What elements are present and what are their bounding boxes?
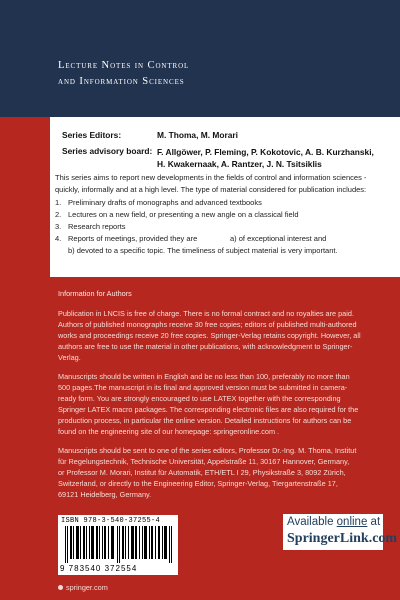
springerlink-badge[interactable] [283, 514, 398, 550]
list-item-text: Reports of meetings, provided they are [68, 234, 198, 243]
list-item [55, 197, 397, 209]
isbn-number: ISBN 978-3-540-37255-4 [61, 517, 161, 525]
series-title-line-2: and Information Sciences [58, 76, 185, 87]
paragraph-line: ready form. You are strongly encouraged to use LATEX together with the corresponding [58, 394, 341, 403]
paragraph-line: Authors of published monographs receive 30 free copies; editors of published multi-authored [58, 320, 357, 329]
series-header-band [0, 0, 400, 117]
available-online-text [287, 516, 380, 528]
paragraph-line: authors are free to use the material in other publications, with acknowledgment to Springer- [58, 342, 353, 351]
authors-heading: Information for Authors [58, 289, 132, 298]
material-types-list [55, 197, 397, 257]
authors-paragraph-submission [58, 445, 378, 500]
bullet-icon [58, 585, 63, 590]
isbn-barcode [58, 515, 178, 575]
list-item-option-a: a) of exceptional interest and [230, 234, 327, 243]
series-editors-value: M. Thoma, M. Morari [157, 130, 238, 140]
list-item-number: 4. [55, 234, 62, 243]
paragraph-line: Verlag. [58, 353, 81, 362]
paragraph-line: found on the engineering site of our homepage: springeronline.com . [58, 427, 280, 436]
paragraph-line: Manuscripts should be sent to one of the series editors, Professor Dr.-Ing. M. Thoma, Institut [58, 446, 357, 455]
paragraph-line: works and proceedings receive 20 free copies. Springer-Verlag retains copyright. However, all [58, 331, 361, 340]
publisher-url-text[interactable]: springer.com [66, 583, 108, 592]
authors-paragraph-publication [58, 308, 378, 363]
at-word: at [367, 516, 381, 528]
list-item-number: 3. [55, 222, 62, 231]
series-title [58, 58, 378, 90]
series-title-line-1: Lecture Notes in Control [58, 60, 190, 71]
list-item-number: 1. [55, 198, 62, 207]
list-item-number: 2. [55, 210, 62, 219]
advisory-board-line-1: F. Allgöwer, P. Fleming, P. Kokotovic, A. B. Kurzhanski, [157, 147, 374, 157]
list-item [55, 233, 397, 245]
barcode-bars [65, 526, 173, 563]
online-word: online [336, 516, 368, 528]
list-item-text: Research reports [68, 222, 126, 231]
paragraph-line: 500 pages.The manuscript in its final and approved version must be submitted in camera- [58, 383, 348, 392]
paragraph-line: production process, in particular the online version. Detailed instructions for authors can be [58, 416, 352, 425]
springerlink-brand[interactable]: SpringerLink.com [287, 531, 398, 546]
available-word: Available [287, 516, 337, 528]
paragraph-line: für Regelungstechnik, Technische Universität, Appelstraße 11, 30167 Hannover, Germany, [58, 457, 350, 466]
list-item-continuation: b) devoted to a specific topic. The timeliness of subject material is very important. [68, 246, 338, 255]
intro-line-2: quickly, informally and at a high level. The type of material considered for publication includes: [55, 185, 367, 194]
series-intro [55, 172, 397, 196]
series-info-block [50, 117, 400, 277]
advisory-board-value [157, 146, 374, 170]
authors-paragraph-manuscripts [58, 371, 378, 437]
intro-line-1: This series aims to report new developments in the fields of control and information sciences - [55, 173, 367, 182]
list-item-text: Preliminary drafts of monographs and advanced textbooks [68, 198, 262, 207]
advisory-board-row [62, 146, 374, 169]
list-item [55, 209, 397, 221]
list-item [55, 221, 397, 233]
series-editors-label: Series Editors: [62, 130, 122, 140]
list-item-text: Lectures on a new field, or presenting a new angle on a classical field [68, 210, 299, 219]
paragraph-line: Publication in LNCIS is free of charge. There is no formal contract and no royalties are paid. [58, 309, 354, 318]
paragraph-line: Manuscripts should be written in English and be no less than 100, preferably no more than [58, 372, 350, 381]
information-for-authors [58, 288, 378, 508]
advisory-board-label: Series advisory board: [62, 146, 153, 156]
barcode-digits: 9 783540 372554 [60, 564, 138, 573]
advisory-board-line-2: H. Kwakernaak, A. Rantzer, J. N. Tsitsiklis [157, 159, 322, 169]
publisher-url[interactable] [58, 583, 108, 592]
paragraph-line: Switzerland, or directly to the Engineering Editor, Springer-Verlag, Tiergartenstraße 17, [58, 479, 338, 488]
paragraph-line: 69121 Heidelberg, Germany. [58, 490, 152, 499]
paragraph-line: Springer LATEX macro packages. The corresponding electronic files are also required for the [58, 405, 359, 414]
series-editors-row [62, 130, 238, 140]
paragraph-line: or Professor M. Morari, Institut für Automatik, ETH/ETL I 29, Physikstraße 3, 8092 Zürich, [58, 468, 346, 477]
